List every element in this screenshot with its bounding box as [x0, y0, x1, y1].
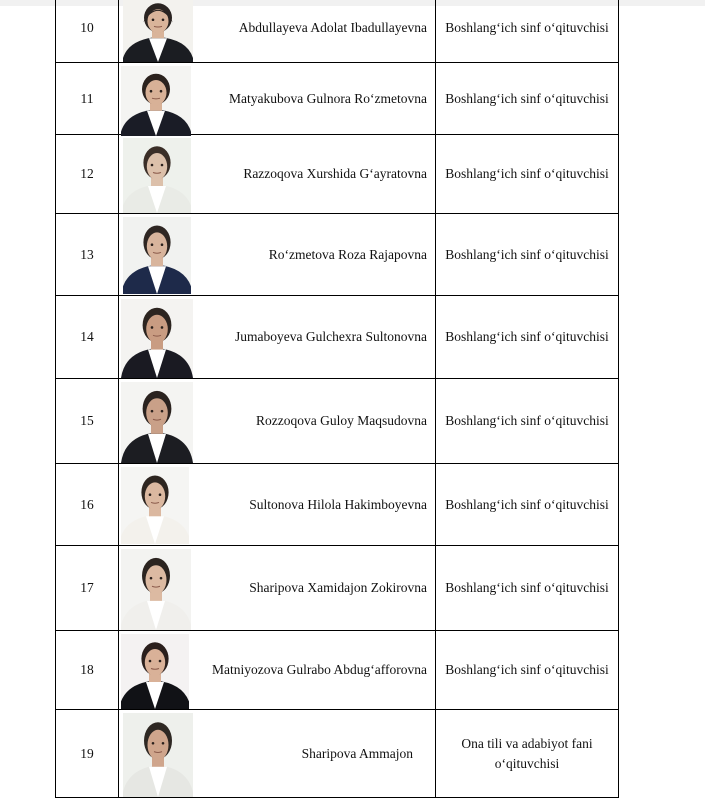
right-eye	[161, 163, 164, 166]
portrait-icon	[123, 713, 193, 797]
portrait-icon	[123, 0, 193, 62]
table-row	[56, 464, 619, 546]
face-shape	[146, 80, 167, 105]
portrait-drawing	[123, 0, 193, 62]
portrait-icon	[121, 382, 193, 463]
portrait-drawing	[121, 467, 189, 544]
left-eye	[152, 741, 155, 744]
name-cell-inner	[119, 64, 427, 134]
teacher-name-cell	[119, 631, 436, 710]
face-shape	[146, 314, 168, 342]
teacher-role: Ona tili va adabiyot fani o‘qituvchisi	[436, 710, 619, 798]
name-cell-inner	[119, 632, 427, 709]
portrait-icon	[123, 138, 191, 213]
portrait-icon	[121, 66, 191, 136]
teacher-role: Boshlang‘ich sinf o‘qituvchisi	[436, 214, 619, 296]
face-shape	[147, 232, 167, 260]
name-cell-inner	[119, 215, 427, 295]
portrait-icon	[121, 549, 191, 630]
face-shape	[146, 565, 167, 594]
right-eye	[161, 243, 164, 246]
left-eye	[151, 243, 154, 246]
portrait-drawing	[121, 299, 193, 378]
teacher-name: Abdullayeva Adolat Ibadullayevna	[238, 19, 427, 35]
left-eye	[150, 576, 153, 579]
name-cell-inner	[119, 380, 427, 463]
row-number: 13	[56, 214, 119, 296]
face-shape	[147, 153, 167, 180]
left-eye	[152, 18, 155, 21]
row-number: 11	[56, 63, 119, 135]
row-number: 16	[56, 464, 119, 546]
left-eye	[151, 409, 154, 412]
table-row	[56, 379, 619, 464]
left-eye	[151, 326, 154, 329]
teacher-name-cell	[119, 135, 436, 214]
portrait-drawing	[123, 138, 191, 213]
face-shape	[145, 649, 165, 676]
table-row	[56, 296, 619, 379]
name-cell-inner	[119, 547, 427, 630]
teacher-name-cell	[119, 0, 436, 63]
table-row	[56, 710, 619, 798]
right-eye	[160, 576, 163, 579]
face-shape	[145, 482, 165, 510]
portrait-drawing	[121, 66, 191, 136]
portrait-icon	[121, 467, 189, 544]
teacher-role: Boshlang‘ich sinf o‘qituvchisi	[436, 63, 619, 135]
right-eye	[161, 409, 164, 412]
teacher-role: Boshlang‘ich sinf o‘qituvchisi	[436, 546, 619, 631]
name-cell-inner	[119, 297, 427, 378]
right-eye	[160, 89, 163, 92]
teacher-name: Sharipova Ammajon	[301, 745, 413, 761]
portrait-drawing	[121, 634, 189, 709]
right-eye	[162, 741, 165, 744]
table-row	[56, 631, 619, 710]
teacher-role: Boshlang‘ich sinf o‘qituvchisi	[436, 296, 619, 379]
teacher-name-cell	[119, 464, 436, 546]
table-row	[56, 63, 619, 135]
row-number: 10	[56, 0, 119, 63]
portrait-icon	[123, 217, 191, 294]
teacher-name: Rozzoqova Guloy Maqsudovna	[256, 413, 427, 428]
row-number: 17	[56, 546, 119, 631]
face-shape	[148, 729, 169, 759]
right-eye	[161, 326, 164, 329]
teacher-name-cell	[119, 63, 436, 135]
row-number: 12	[56, 135, 119, 214]
right-eye	[159, 659, 162, 662]
teacher-name: Matniyozova Gulrabo Abdug‘afforovna	[212, 662, 427, 677]
row-number: 14	[56, 296, 119, 379]
name-cell-inner	[119, 711, 427, 797]
name-cell-inner	[119, 0, 427, 62]
row-number: 15	[56, 379, 119, 464]
portrait-drawing	[121, 382, 193, 463]
teacher-name-cell	[119, 710, 436, 798]
teacher-name: Jumaboyeva Gulchexra Sultonovna	[235, 329, 427, 344]
table-row	[56, 0, 619, 63]
left-eye	[150, 89, 153, 92]
table-row	[56, 135, 619, 214]
teacher-name: Ro‘zmetova Roza Rajapovna	[268, 246, 427, 262]
row-number: 19	[56, 710, 119, 798]
portrait-drawing	[121, 549, 191, 630]
left-eye	[151, 163, 154, 166]
teacher-name: Sharipova Xamidajon Zokirovna	[249, 580, 427, 595]
name-cell-inner	[119, 465, 427, 545]
staff-table	[55, 0, 619, 798]
right-eye	[162, 18, 165, 21]
teacher-name-cell	[119, 214, 436, 296]
teacher-role: Boshlang‘ich sinf o‘qituvchisi	[436, 379, 619, 464]
staff-table-body	[56, 0, 619, 798]
teacher-role: Boshlang‘ich sinf o‘qituvchisi	[436, 631, 619, 710]
portrait-drawing	[123, 713, 193, 797]
right-eye	[159, 493, 162, 496]
portrait-icon	[121, 634, 189, 709]
teacher-role: Boshlang‘ich sinf o‘qituvchisi	[436, 135, 619, 214]
teacher-name-cell	[119, 379, 436, 464]
left-eye	[149, 659, 152, 662]
left-eye	[149, 493, 152, 496]
table-row	[56, 546, 619, 631]
portrait-icon	[121, 299, 193, 378]
teacher-role: Boshlang‘ich sinf o‘qituvchisi	[436, 464, 619, 546]
row-number: 18	[56, 631, 119, 710]
teacher-role: Boshlang‘ich sinf o‘qituvchisi	[436, 0, 619, 63]
teacher-name: Sultonova Hilola Hakimboyevna	[249, 496, 427, 512]
teacher-name-cell	[119, 546, 436, 631]
teacher-name: Matyakubova Gulnora Ro‘zmetovna	[229, 90, 427, 106]
teacher-name: Razzoqova Xurshida G‘ayratovna	[243, 166, 427, 181]
name-cell-inner	[119, 136, 427, 213]
table-row	[56, 214, 619, 296]
face-shape	[146, 398, 168, 427]
teacher-name-cell	[119, 296, 436, 379]
portrait-drawing	[123, 217, 191, 294]
